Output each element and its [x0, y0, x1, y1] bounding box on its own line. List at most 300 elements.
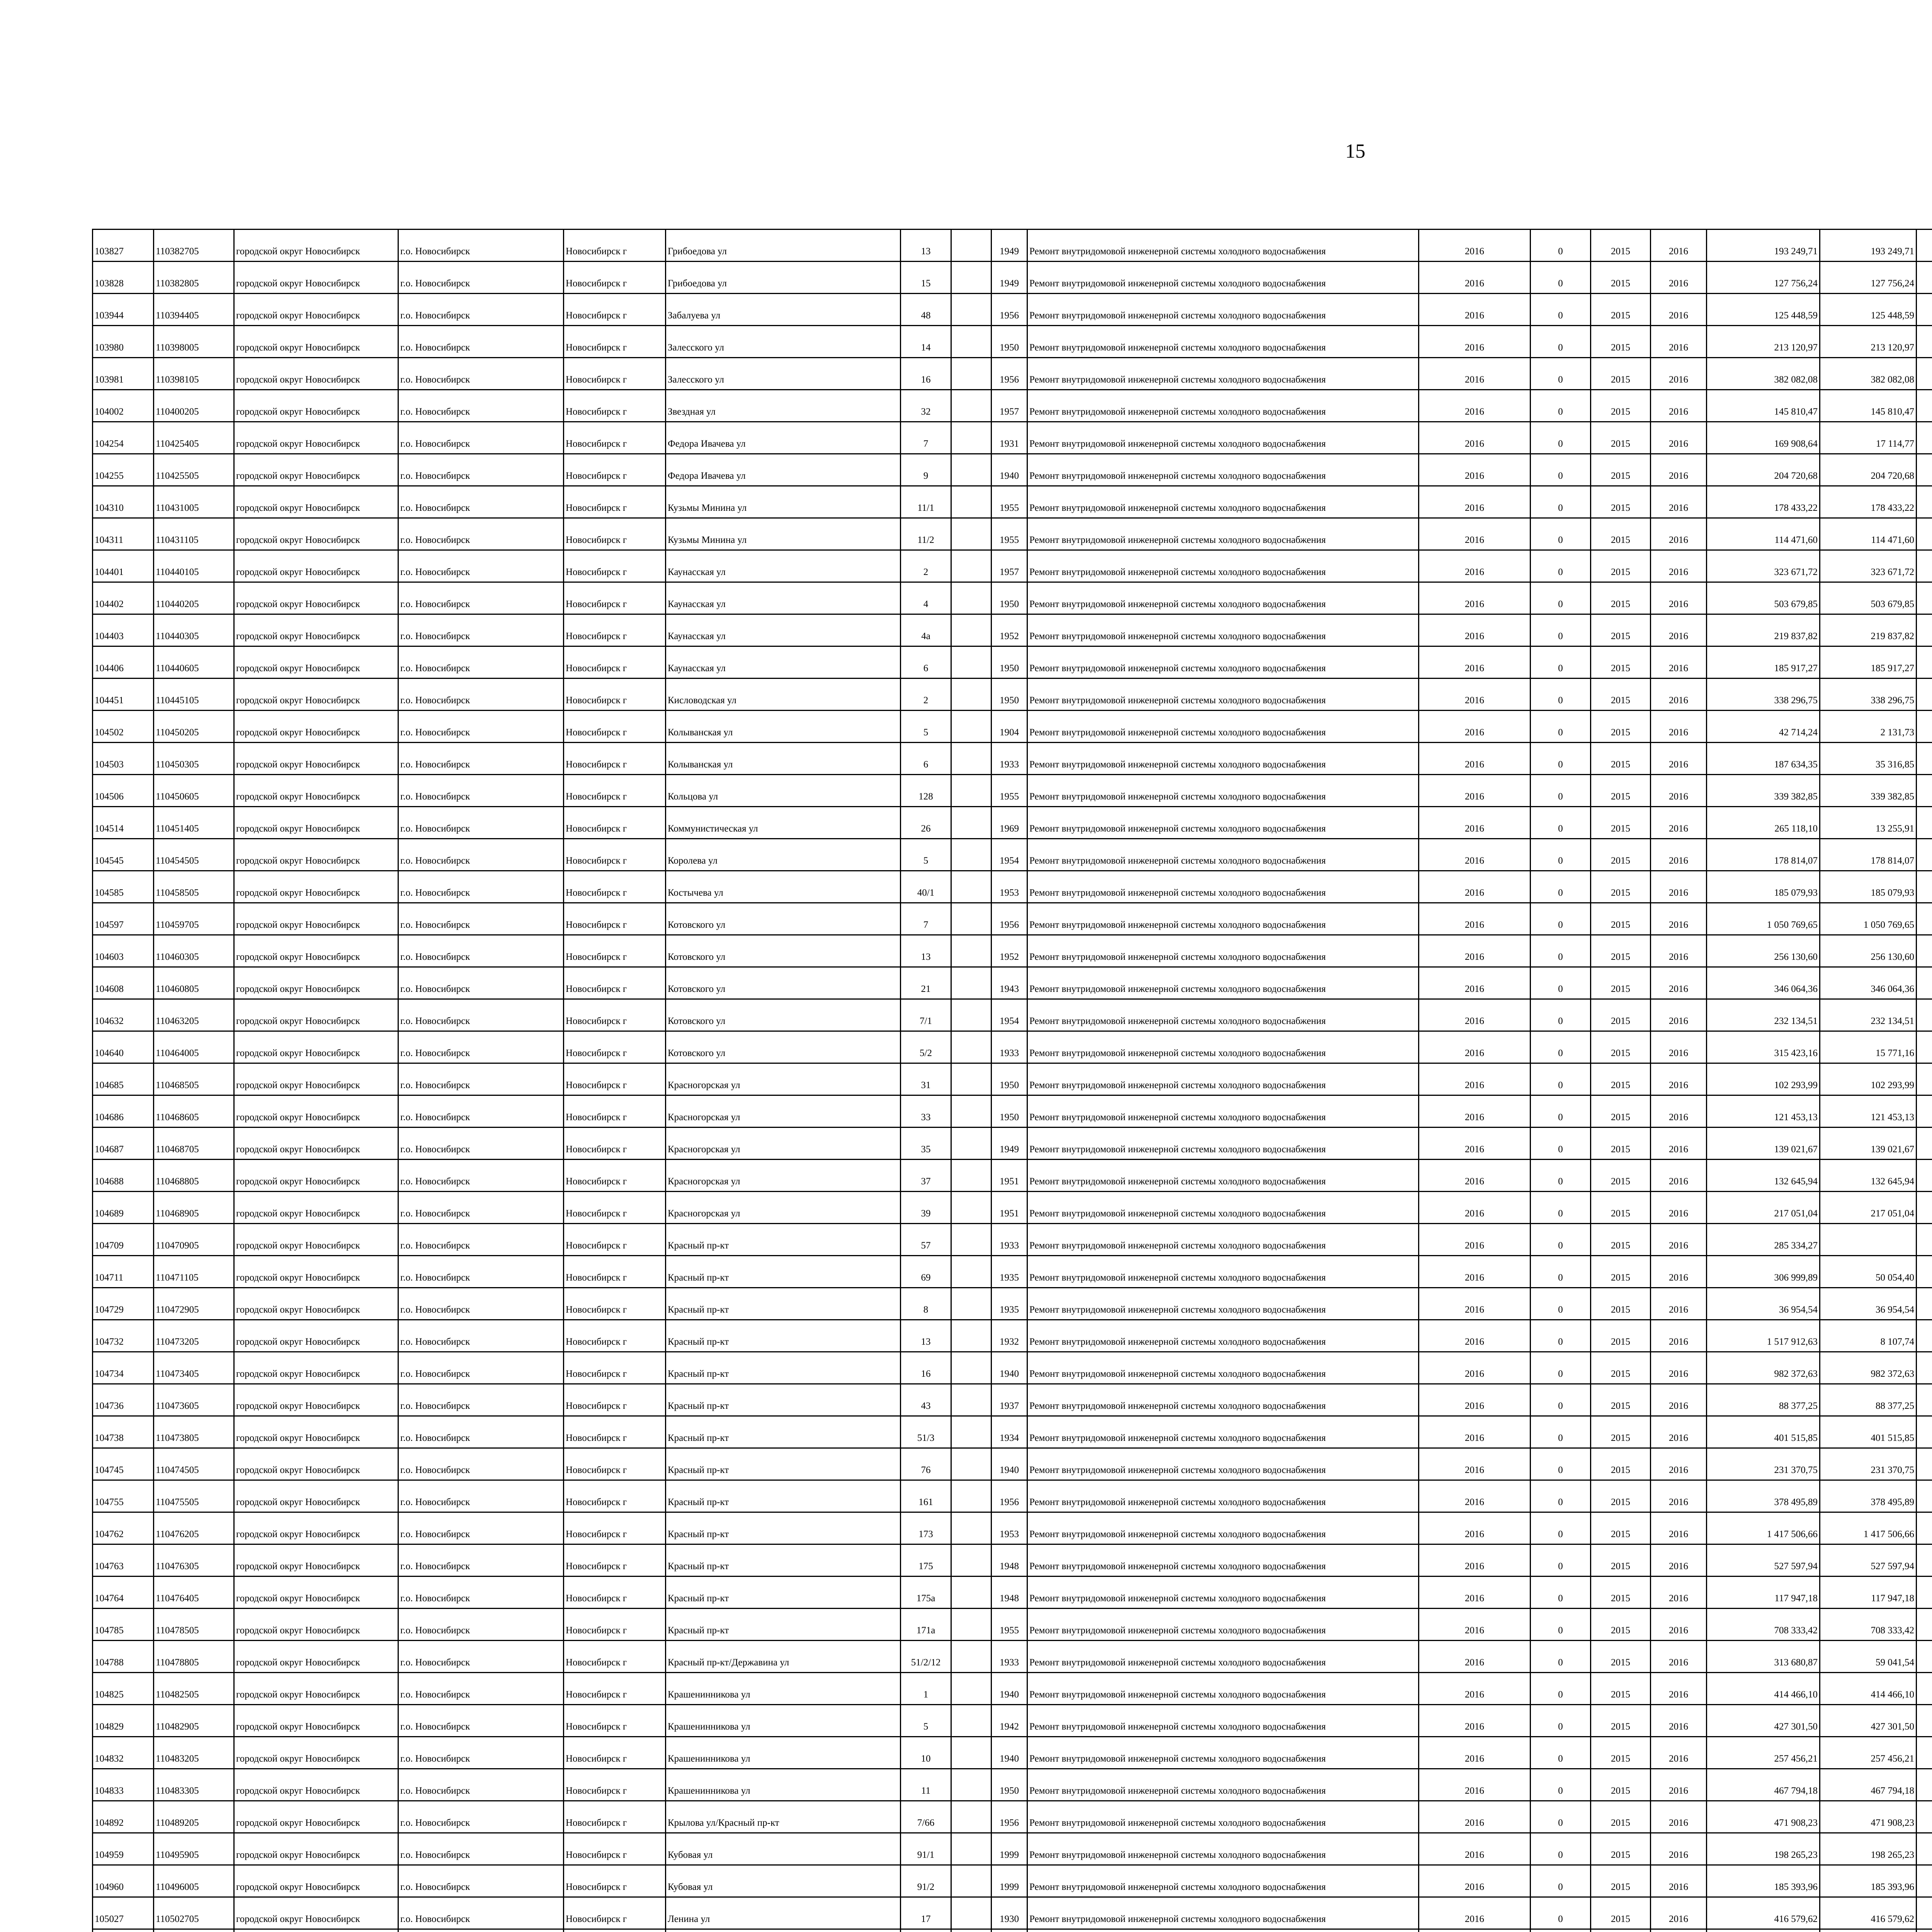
- cell-municipal-entity: г.о. Новосибирск: [398, 294, 564, 326]
- cell-house-number: 69: [901, 1256, 951, 1288]
- cell-building: [951, 390, 992, 422]
- cell-record-id: 110464005: [154, 1031, 234, 1063]
- cell-house-number: 33: [901, 1095, 951, 1128]
- cell-system-code: 104729: [93, 1288, 154, 1320]
- cell-work-type: Ремонт внутридомовой инженерной системы холодного водоснабжения: [1027, 711, 1419, 743]
- cell-system-code: 105027: [93, 1897, 154, 1929]
- cell-plan-year: 2016: [1419, 1737, 1531, 1769]
- cell-system-code: 104688: [93, 1160, 154, 1192]
- cell-street: Кубовая ул: [666, 1865, 901, 1897]
- cell-work-type: Ремонт внутридомовой инженерной системы холодного водоснабжения: [1027, 1320, 1419, 1352]
- cell-cost-fund: 178 433,22: [1820, 486, 1917, 518]
- cell-build-year: 1950: [992, 582, 1027, 614]
- cell-plan-year: 2016: [1419, 518, 1531, 550]
- cell-street: Красногорская ул: [666, 1128, 901, 1160]
- cell-build-year: 1950: [992, 679, 1027, 711]
- cell-record-id: 110450605: [154, 775, 234, 807]
- cell-cost-fund: 185 079,93: [1820, 871, 1917, 903]
- cell-total-cost: 185 393,96: [1707, 1865, 1820, 1897]
- cell-cost-fund: 1 050 769,65: [1820, 903, 1917, 935]
- cell-total-cost: 185 917,27: [1707, 646, 1820, 679]
- cell-total-cost: 416 579,62: [1707, 1897, 1820, 1929]
- cell-cost-budget-1: [1917, 1737, 1932, 1769]
- cell-record-id: 110440305: [154, 614, 234, 646]
- cell-build-year: 1953: [992, 871, 1027, 903]
- cell-locality: Новосибирск г: [564, 1577, 666, 1609]
- cell-building: [951, 1063, 992, 1095]
- cell-street: Красный пр-кт: [666, 1544, 901, 1577]
- cell-value-zero: 0: [1531, 1160, 1591, 1192]
- cell-end-year: 2016: [1651, 454, 1707, 486]
- cell-record-id: 110496005: [154, 1865, 234, 1897]
- cell-record-id: 110482905: [154, 1705, 234, 1737]
- cell-house-number: 43: [901, 1384, 951, 1416]
- cell-municipal-entity: г.о. Новосибирск: [398, 646, 564, 679]
- cell-plan-year: 2016: [1419, 1705, 1531, 1737]
- cell-building: [951, 422, 992, 454]
- cell-municipal-district: городской округ Новосибирск: [234, 1256, 398, 1288]
- cell-cost-budget-1: [1917, 1544, 1932, 1577]
- cell-end-year: 2016: [1651, 775, 1707, 807]
- cell-cost-budget-1: [1917, 1256, 1932, 1288]
- cell-cost-fund: 213 120,97: [1820, 326, 1917, 358]
- cell-cost-budget-1: [1917, 1673, 1932, 1705]
- cell-municipal-entity: г.о. Новосибирск: [398, 1480, 564, 1512]
- cell-municipal-entity: г.о. Новосибирск: [398, 390, 564, 422]
- cell-municipal-entity: г.о. Новосибирск: [398, 743, 564, 775]
- cell-municipal-district: городской округ Новосибирск: [234, 679, 398, 711]
- cell-end-year: 2016: [1651, 422, 1707, 454]
- cell-value-zero: 0: [1531, 1063, 1591, 1095]
- cell-build-year: 1956: [992, 294, 1027, 326]
- cell-municipal-entity: г.о. Новосибирск: [398, 1063, 564, 1095]
- cell-total-cost: 467 794,18: [1707, 1769, 1820, 1801]
- cell-build-year: 1969: [992, 807, 1027, 839]
- table-row: [93, 646, 1932, 679]
- cell-build-year: 1930: [992, 1897, 1027, 1929]
- cell-system-code: 104608: [93, 967, 154, 999]
- cell-total-cost: 527 597,94: [1707, 1544, 1820, 1577]
- cell-end-year: 2016: [1651, 390, 1707, 422]
- table-row: [93, 1063, 1932, 1095]
- table-row: [93, 1577, 1932, 1609]
- cell-value-zero: 0: [1531, 1865, 1591, 1897]
- cell-plan-year: 2016: [1419, 1320, 1531, 1352]
- cell-locality: Новосибирск г: [564, 935, 666, 967]
- cell-locality: Новосибирск г: [564, 454, 666, 486]
- cell-record-id: 110394405: [154, 294, 234, 326]
- cell-value-zero: 0: [1531, 1833, 1591, 1865]
- cell-municipal-entity: г.о. Новосибирск: [398, 871, 564, 903]
- cell-total-cost: 306 999,89: [1707, 1256, 1820, 1288]
- cell-building: [951, 711, 992, 743]
- cell-total-cost: 401 515,85: [1707, 1416, 1820, 1448]
- cell-build-year: 1952: [992, 614, 1027, 646]
- cell-record-id: 110482505: [154, 1673, 234, 1705]
- cell-cost-budget-1: [1917, 550, 1932, 582]
- page-number: 15: [0, 140, 1932, 163]
- cell-record-id: 110431105: [154, 518, 234, 550]
- cell-municipal-entity: г.о. Новосибирск: [398, 999, 564, 1031]
- cell-locality: Новосибирск г: [564, 358, 666, 390]
- table-row: [93, 1224, 1932, 1256]
- cell-total-cost: 503 679,85: [1707, 582, 1820, 614]
- cell-record-id: 110445105: [154, 679, 234, 711]
- cell-total-cost: 414 466,10: [1707, 1673, 1820, 1705]
- cell-value-zero: 0: [1531, 230, 1591, 262]
- cell-total-cost: 232 134,51: [1707, 999, 1820, 1031]
- cell-build-year: 1951: [992, 1192, 1027, 1224]
- cell-cost-fund: 36 954,54: [1820, 1288, 1917, 1320]
- cell-street: Котовского ул: [666, 1031, 901, 1063]
- cell-plan-year: 2016: [1419, 871, 1531, 903]
- cell-plan-year: 2016: [1419, 1609, 1531, 1641]
- cell-building: [951, 1256, 992, 1288]
- cell-municipal-district: городской округ Новосибирск: [234, 743, 398, 775]
- cell-value-zero: 0: [1531, 1801, 1591, 1833]
- cell-record-id: 110450305: [154, 743, 234, 775]
- cell-value-zero: 0: [1531, 1192, 1591, 1224]
- cell-build-year: 1934: [992, 1416, 1027, 1448]
- cell-start-year: 2015: [1591, 262, 1651, 294]
- cell-building: [951, 518, 992, 550]
- cell-locality: Новосибирск г: [564, 903, 666, 935]
- cell-value-zero: 0: [1531, 679, 1591, 711]
- cell-end-year: 2016: [1651, 1897, 1707, 1929]
- cell-start-year: 2015: [1591, 454, 1651, 486]
- cell-work-type: Ремонт внутридомовой инженерной системы холодного водоснабжения: [1027, 454, 1419, 486]
- cell-plan-year: 2016: [1419, 486, 1531, 518]
- cell-system-code: 104545: [93, 839, 154, 871]
- cell-end-year: 2016: [1651, 807, 1707, 839]
- cell-build-year: 1999: [992, 1833, 1027, 1865]
- cell-street: Колыванская ул: [666, 743, 901, 775]
- cell-street: Грибоедова ул: [666, 230, 901, 262]
- cell-municipal-district: городской округ Новосибирск: [234, 518, 398, 550]
- cell-cost-fund: 185 917,27: [1820, 646, 1917, 679]
- cell-street: Красный пр-кт: [666, 1256, 901, 1288]
- cell-work-type: Ремонт внутридомовой инженерной системы холодного водоснабжения: [1027, 1705, 1419, 1737]
- cell-cost-fund: 527 597,94: [1820, 1544, 1917, 1577]
- cell-house-number: 175а: [901, 1577, 951, 1609]
- cell-end-year: 2016: [1651, 646, 1707, 679]
- cell-system-code: 104503: [93, 743, 154, 775]
- cell-municipal-entity: г.о. Новосибирск: [398, 550, 564, 582]
- cell-cost-budget-1: [1917, 1769, 1932, 1801]
- cell-total-cost: 265 118,10: [1707, 807, 1820, 839]
- cell-plan-year: 2016: [1419, 1544, 1531, 1577]
- cell-building: [951, 967, 992, 999]
- cell-street: Красный пр-кт: [666, 1609, 901, 1641]
- table-row: [93, 390, 1932, 422]
- cell-street: Крашенинникова ул: [666, 1737, 901, 1769]
- cell-locality: Новосибирск г: [564, 1480, 666, 1512]
- cell-total-cost: [1707, 1929, 1820, 1932]
- cell-building: [951, 454, 992, 486]
- cell-total-cost: 256 130,60: [1707, 935, 1820, 967]
- table-row: [93, 294, 1932, 326]
- cell-street: Красный пр-кт: [666, 1480, 901, 1512]
- cell-build-year: 1956: [992, 358, 1027, 390]
- table-row: [93, 518, 1932, 550]
- cell-locality: Новосибирск г: [564, 999, 666, 1031]
- cell-plan-year: 2016: [1419, 1063, 1531, 1095]
- cell-start-year: 2015: [1591, 775, 1651, 807]
- cell-cost-fund: 471 908,23: [1820, 1801, 1917, 1833]
- cell-total-cost: 204 720,68: [1707, 454, 1820, 486]
- cell-total-cost: 323 671,72: [1707, 550, 1820, 582]
- table-row: [93, 999, 1932, 1031]
- cell-municipal-district: городской округ Новосибирск: [234, 326, 398, 358]
- cell-record-id: 110398105: [154, 358, 234, 390]
- cell-cost-budget-1: [1917, 326, 1932, 358]
- cell-end-year: 2016: [1651, 518, 1707, 550]
- cell-plan-year: 2016: [1419, 294, 1531, 326]
- cell-value-zero: 0: [1531, 743, 1591, 775]
- cell-municipal-district: городской округ Новосибирск: [234, 1448, 398, 1480]
- cell-municipal-district: городской округ Новосибирск: [234, 1673, 398, 1705]
- cell-cost-fund: 401 515,85: [1820, 1416, 1917, 1448]
- cell-locality: Новосибирск г: [564, 1801, 666, 1833]
- cell-street: Котовского ул: [666, 999, 901, 1031]
- cell-system-code: 104603: [93, 935, 154, 967]
- cell-cost-budget-1: [1917, 807, 1932, 839]
- cell-value-zero: 0: [1531, 1737, 1591, 1769]
- cell-start-year: 2015: [1591, 1063, 1651, 1095]
- cell-end-year: 2016: [1651, 1352, 1707, 1384]
- cell-start-year: [1591, 1929, 1651, 1932]
- cell-end-year: 2016: [1651, 1769, 1707, 1801]
- cell-house-number: 6: [901, 646, 951, 679]
- cell-total-cost: 346 064,36: [1707, 967, 1820, 999]
- cell-cost-budget-1: [1917, 518, 1932, 550]
- cell-system-code: 104736: [93, 1384, 154, 1416]
- cell-system-code: 104632: [93, 999, 154, 1031]
- cell-work-type: Ремонт внутридомовой инженерной системы холодного водоснабжения: [1027, 550, 1419, 582]
- cell-system-code: 104738: [93, 1416, 154, 1448]
- cell-cost-fund: 132 645,94: [1820, 1160, 1917, 1192]
- cell-build-year: 1954: [992, 839, 1027, 871]
- cell-value-zero: 0: [1531, 871, 1591, 903]
- cell-record-id: 110483205: [154, 1737, 234, 1769]
- cell-street: Залесского ул: [666, 326, 901, 358]
- cell-building: [951, 614, 992, 646]
- cell-municipal-district: [234, 1929, 398, 1932]
- cell-work-type: Ремонт внутридомовой инженерной системы холодного водоснабжения: [1027, 1224, 1419, 1256]
- cell-street: Красный пр-кт: [666, 1577, 901, 1609]
- cell-cost-budget-1: [1917, 1352, 1932, 1384]
- cell-municipal-entity: г.о. Новосибирск: [398, 1737, 564, 1769]
- cell-plan-year: 2016: [1419, 1192, 1531, 1224]
- cell-total-cost: 378 495,89: [1707, 1480, 1820, 1512]
- cell-plan-year: 2016: [1419, 454, 1531, 486]
- cell-street: Каунасская ул: [666, 582, 901, 614]
- cell-building: [951, 262, 992, 294]
- cell-build-year: 1940: [992, 1352, 1027, 1384]
- cell-cost-budget-1: [1917, 1224, 1932, 1256]
- cell-record-id: 110468605: [154, 1095, 234, 1128]
- table-row: [93, 1609, 1932, 1641]
- cell-street: Кузьмы Минина ул: [666, 518, 901, 550]
- cell-total-cost: 139 021,67: [1707, 1128, 1820, 1160]
- cell-building: [951, 1769, 992, 1801]
- cell-end-year: 2016: [1651, 903, 1707, 935]
- cell-plan-year: 2016: [1419, 679, 1531, 711]
- cell-cost-fund: 117 947,18: [1820, 1577, 1917, 1609]
- cell-cost-budget-1: [1917, 839, 1932, 871]
- capital-repair-table: [92, 229, 1932, 1932]
- cell-system-code: 104709: [93, 1224, 154, 1256]
- table-row: [93, 1128, 1932, 1160]
- cell-system-code: 103827: [93, 230, 154, 262]
- table-row: [93, 903, 1932, 935]
- cell-cost-budget-1: [1917, 1031, 1932, 1063]
- cell-start-year: 2015: [1591, 1031, 1651, 1063]
- cell-municipal-entity: г.о. Новосибирск: [398, 1801, 564, 1833]
- cell-value-zero: 0: [1531, 807, 1591, 839]
- cell-end-year: [1651, 1929, 1707, 1932]
- cell-cost-budget-1: [1917, 935, 1932, 967]
- cell-street: Красный пр-кт: [666, 1416, 901, 1448]
- cell-locality: Новосибирск г: [564, 1641, 666, 1673]
- cell-end-year: 2016: [1651, 1544, 1707, 1577]
- cell-start-year: 2015: [1591, 294, 1651, 326]
- cell-start-year: 2015: [1591, 679, 1651, 711]
- cell-cost-budget-1: [1917, 679, 1932, 711]
- cell-municipal-district: городской округ Новосибирск: [234, 358, 398, 390]
- cell-building: [951, 1705, 992, 1737]
- cell-record-id: 110473205: [154, 1320, 234, 1352]
- table-row: [93, 1352, 1932, 1384]
- cell-locality: Новосибирск г: [564, 775, 666, 807]
- cell-locality: Новосибирск г: [564, 1737, 666, 1769]
- cell-build-year: 1931: [992, 422, 1027, 454]
- cell-house-number: 16: [901, 358, 951, 390]
- cell-total-cost: 198 265,23: [1707, 1833, 1820, 1865]
- cell-house-number: 51/2/12: [901, 1641, 951, 1673]
- cell-municipal-district: городской округ Новосибирск: [234, 1577, 398, 1609]
- cell-record-id: 110425405: [154, 422, 234, 454]
- cell-cost-budget-1: [1917, 1897, 1932, 1929]
- cell-plan-year: [1419, 1929, 1531, 1932]
- cell-total-cost: 313 680,87: [1707, 1641, 1820, 1673]
- cell-building: [951, 1288, 992, 1320]
- cell-cost-fund: 257 456,21: [1820, 1737, 1917, 1769]
- cell-system-code: 104502: [93, 711, 154, 743]
- cell-work-type: Ремонт внутридомовой инженерной системы холодного водоснабжения: [1027, 1384, 1419, 1416]
- cell-end-year: 2016: [1651, 999, 1707, 1031]
- cell-start-year: 2015: [1591, 743, 1651, 775]
- cell-record-id: [154, 1929, 234, 1932]
- cell-municipal-entity: г.о. Новосибирск: [398, 230, 564, 262]
- cell-municipal-entity: г.о. Новосибирск: [398, 775, 564, 807]
- cell-work-type: Ремонт внутридомовой инженерной системы холодного водоснабжения: [1027, 486, 1419, 518]
- cell-plan-year: 2016: [1419, 1801, 1531, 1833]
- cell-building: [951, 1641, 992, 1673]
- cell-locality: Новосибирск г: [564, 646, 666, 679]
- cell-record-id: 110502705: [154, 1897, 234, 1929]
- cell-total-cost: 1 417 506,66: [1707, 1512, 1820, 1544]
- cell-system-code: 104002: [93, 390, 154, 422]
- cell-house-number: 5: [901, 839, 951, 871]
- table-row: [93, 967, 1932, 999]
- cell-start-year: 2015: [1591, 1480, 1651, 1512]
- cell-system-code: 104833: [93, 1769, 154, 1801]
- cell-municipal-district: городской округ Новосибирск: [234, 1865, 398, 1897]
- cell-total-cost: 708 333,42: [1707, 1609, 1820, 1641]
- cell-total-cost: 178 814,07: [1707, 839, 1820, 871]
- cell-street: Котовского ул: [666, 935, 901, 967]
- cell-record-id: 110470905: [154, 1224, 234, 1256]
- cell-start-year: 2015: [1591, 1641, 1651, 1673]
- cell-building: [951, 1480, 992, 1512]
- cell-work-type: Ремонт внутридомовой инженерной системы холодного водоснабжения: [1027, 1288, 1419, 1320]
- cell-municipal-entity: г.о. Новосибирск: [398, 679, 564, 711]
- cell-cost-fund: 219 837,82: [1820, 614, 1917, 646]
- cell-end-year: 2016: [1651, 871, 1707, 903]
- cell-cost-fund: 15 771,16: [1820, 1031, 1917, 1063]
- cell-system-code: 104825: [93, 1673, 154, 1705]
- cell-start-year: 2015: [1591, 486, 1651, 518]
- cell-locality: Новосибирск г: [564, 1063, 666, 1095]
- table-row: [93, 1769, 1932, 1801]
- cell-plan-year: 2016: [1419, 1384, 1531, 1416]
- cell-start-year: 2015: [1591, 1448, 1651, 1480]
- table-row: [93, 1737, 1932, 1769]
- cell-system-code: 104514: [93, 807, 154, 839]
- cell-end-year: 2016: [1651, 935, 1707, 967]
- cell-municipal-entity: г.о. Новосибирск: [398, 711, 564, 743]
- cell-municipal-district: городской округ Новосибирск: [234, 230, 398, 262]
- cell-locality: Новосибирск г: [564, 1288, 666, 1320]
- cell-plan-year: 2016: [1419, 807, 1531, 839]
- cell-house-number: 14: [901, 326, 951, 358]
- table-row: [93, 871, 1932, 903]
- cell-cost-budget-1: [1917, 1448, 1932, 1480]
- cell-municipal-entity: г.о. Новосибирск: [398, 1095, 564, 1128]
- cell-value-zero: 0: [1531, 1641, 1591, 1673]
- cell-municipal-district: городской округ Новосибирск: [234, 1224, 398, 1256]
- cell-value-zero: 0: [1531, 1031, 1591, 1063]
- cell-end-year: 2016: [1651, 1480, 1707, 1512]
- cell-total-cost: 338 296,75: [1707, 679, 1820, 711]
- cell-work-type: Ремонт внутридомовой инженерной системы холодного водоснабжения: [1027, 1416, 1419, 1448]
- cell-municipal-district: городской округ Новосибирск: [234, 1384, 398, 1416]
- cell-house-number: 171а: [901, 1609, 951, 1641]
- cell-municipal-district: городской округ Новосибирск: [234, 1416, 398, 1448]
- cell-value-zero: 0: [1531, 1352, 1591, 1384]
- cell-plan-year: 2016: [1419, 1512, 1531, 1544]
- cell-value-zero: 0: [1531, 614, 1591, 646]
- cell-build-year: 1933: [992, 1031, 1027, 1063]
- cell-municipal-district: городской округ Новосибирск: [234, 903, 398, 935]
- cell-house-number: 8: [901, 1288, 951, 1320]
- cell-plan-year: 2016: [1419, 775, 1531, 807]
- cell-locality: Новосибирск г: [564, 1897, 666, 1929]
- cell-cost-fund: 185 393,96: [1820, 1865, 1917, 1897]
- cell-street: Красногорская ул: [666, 1192, 901, 1224]
- cell-end-year: 2016: [1651, 230, 1707, 262]
- table-row: [93, 1544, 1932, 1577]
- cell-system-code: 103981: [93, 358, 154, 390]
- cell-street: Королева ул: [666, 839, 901, 871]
- cell-system-code: 104762: [93, 1512, 154, 1544]
- cell-record-id: 110478805: [154, 1641, 234, 1673]
- table-row: [93, 807, 1932, 839]
- cell-system-code: 104764: [93, 1577, 154, 1609]
- cell-end-year: 2016: [1651, 1577, 1707, 1609]
- cell-cost-fund: 13 255,91: [1820, 807, 1917, 839]
